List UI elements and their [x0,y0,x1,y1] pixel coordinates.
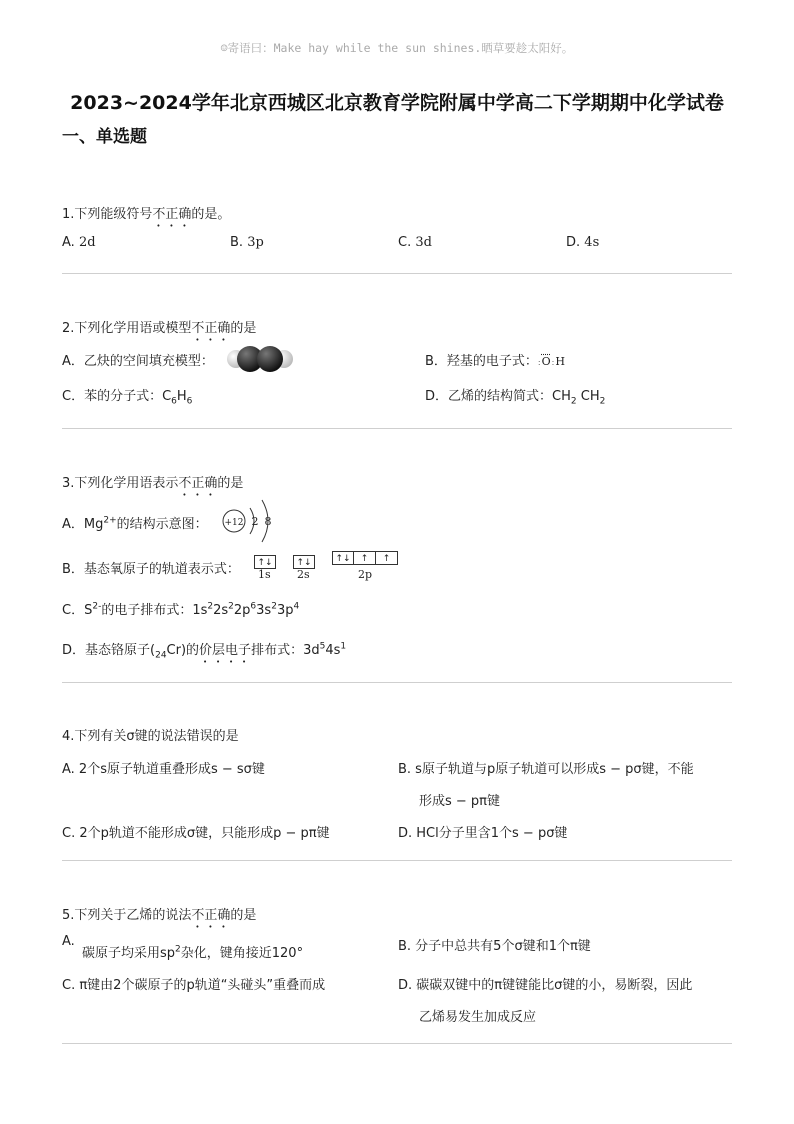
question-5-option-c[interactable]: C. π键由2个碳原子的p轨道“头碰头”重叠而成 [62,978,326,993]
question-3-prefix: 3.下列化学用语表示 [62,476,179,491]
question-5-suffix: 的是 [230,908,257,923]
option-text: 4s [325,643,341,658]
superscript: 6 [250,601,257,612]
subscript: 24 [155,650,167,661]
hydroxyl-electron-formula: :O:H [537,355,566,368]
question-5-option-a-label[interactable]: A. [62,934,75,949]
orbital-label-1s: 1s [258,568,271,581]
question-5-option-b[interactable]: B. 分子中总共有5个σ键和1个π键 [398,939,591,954]
option-text: CH [576,389,600,404]
question-1-option-a[interactable] [62,235,96,250]
shell-1-electrons: 2 [251,515,259,528]
option-text: A．乙炔的空间填充模型： [62,354,214,369]
superscript: 2 [175,944,181,955]
option-text: H [176,389,187,404]
subscript: 2 [599,396,606,407]
section-heading: 一、单选题 [62,127,147,147]
option-text: 2s [213,603,229,618]
subscript: 6 [186,396,193,407]
question-5-option-d-continued: 乙烯易发生加成反应 [419,1010,537,1025]
question-3-emphasis: 不正确 [178,476,218,491]
question-3-option-c[interactable] [62,599,299,618]
orbital-box: ↑↓ [293,555,315,569]
option-text: D．基态铬原子( [62,643,156,658]
orbital-box: ↑ [354,551,376,565]
question-1-stem [62,203,230,230]
oxygen-symbol: O [541,355,552,368]
question-4-option-b[interactable]: B. s原子轨道与p原子轨道可以形成s − pσ键，不能 [398,762,694,777]
option-text: D．乙烯的结构简式：CH [425,389,571,404]
shell-2-electrons: 8 [264,515,272,528]
option-text: B．羟基的电子式： [425,354,538,369]
acetylene-space-filling-model-icon [226,344,296,374]
subscript: 6 [171,396,177,407]
question-2-option-d[interactable] [425,385,605,407]
question-3-suffix: 的是 [217,476,244,491]
option-text: 的结构示意图： [116,517,208,532]
option-text: 3p [276,603,294,618]
question-4-stem: 4.下列有关σ键的说法错误的是 [62,729,239,744]
question-5-option-a[interactable] [82,942,303,961]
hydrogen-symbol: H [555,355,566,368]
divider [62,273,732,274]
question-4-option-b-continued: 形成s − pπ键 [419,794,501,809]
superscript: 1 [340,641,347,652]
header-motto: ☺寄语曰：Make hay while the sun shines.晒草要趁太阳好。 [220,41,574,55]
question-3-option-b[interactable] [62,558,240,577]
option-text: 杂化，键角接近120° [180,946,304,961]
divider [62,428,732,429]
question-4-option-c[interactable]: C. 2个p轨道不能形成σ键，只能形成p − pπ键 [62,826,330,841]
superscript: 2 [207,601,214,612]
question-2-emphasis: 不正确 [191,321,231,336]
question-5-prefix: 5.下列关于乙烯的说法 [62,908,192,923]
question-2-option-a[interactable] [62,350,214,369]
divider [62,860,732,861]
question-2-suffix: 的是 [230,321,257,336]
question-4-option-d[interactable]: D. HCl分子里含1个s − pσ键 [398,826,568,841]
superscript: 2 [228,601,234,612]
question-4-option-a[interactable]: A. 2个s原子轨道重叠形成s − sσ键 [62,762,265,777]
subscript: 2 [570,396,577,407]
orbital-box: ↑↓ [332,551,354,565]
option-text: B．基态氧原子的轨道表示式： [62,562,240,577]
option-text: 3d [415,235,432,250]
orbital-box: ↑↓ [254,555,276,569]
question-3-stem [62,472,243,499]
option-text: C．苯的分子式：C [62,389,172,404]
option-label: B. [230,235,244,250]
option-text: 2d [78,235,96,250]
question-2-stem [62,317,256,344]
option-text: 3p [247,235,264,250]
superscript: 4 [293,601,300,612]
option-text: A．Mg [62,517,104,532]
superscript: 2 [271,601,277,612]
option-text: 碳原子均采用sp [82,946,176,961]
divider [62,1043,732,1044]
nucleus-charge: +12 [224,518,244,528]
question-1-option-d[interactable] [566,235,599,250]
question-1-option-c[interactable] [398,235,432,250]
superscript: 2- [92,601,102,612]
orbital-box-2p [332,551,398,565]
question-3-option-d[interactable] [62,639,346,666]
question-2-prefix: 2.下列化学用语或模型 [62,321,192,336]
superscript: 2+ [103,515,117,526]
option-text: C．S [62,603,93,618]
option-label: C. [398,235,412,250]
question-5-option-d[interactable]: D. 碳碳双键中的π键键能比σ键的小，易断裂，因此 [398,978,693,993]
option-text: 2p [233,603,251,618]
question-2-option-b[interactable] [425,350,566,369]
option-label: A. [62,235,75,250]
question-1-option-b[interactable] [230,235,264,250]
mg-ion-structure-diagram-icon [220,496,280,546]
question-1-suffix: 的是。 [191,207,231,222]
question-5-stem [62,904,256,931]
orbital-box: ↑ [376,551,398,565]
divider [62,682,732,683]
question-1-prefix: 1.下列能级符号 [62,207,153,222]
option-text: 3s [256,603,272,618]
superscript: 5 [319,641,326,652]
option-label: D. [566,235,581,250]
question-2-option-c[interactable] [62,385,192,407]
option-text: Cr)的 [166,643,200,658]
orbital-label-2p: 2p [358,568,373,581]
option-emphasis: 价层电子 [199,643,252,658]
question-5-emphasis: 不正确 [191,908,231,923]
question-3-option-a[interactable] [62,513,208,532]
option-text: 的电子排布式：1s [101,603,208,618]
question-1-emphasis: 不正确 [152,207,192,222]
orbital-label-2s: 2s [297,568,310,581]
option-text: 排布式：3d [251,643,320,658]
option-text: 4s [584,235,600,250]
page-title: 2023~2024学年北京西城区北京教育学院附属中学高二下学期期中化学试卷 [70,92,724,114]
